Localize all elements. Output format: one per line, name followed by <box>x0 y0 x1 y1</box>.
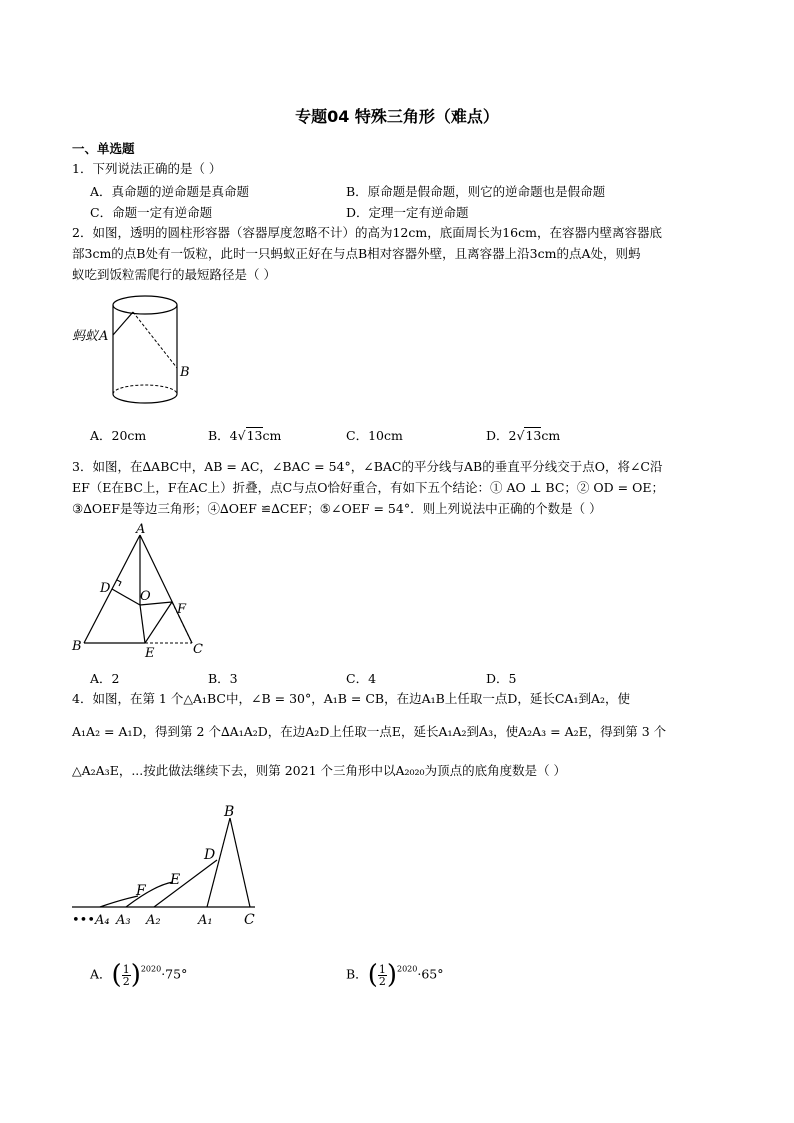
q2-option-a: A．20cm <box>90 428 147 443</box>
cylinder-bottom-front <box>113 394 177 403</box>
q3-option-b: B．3 <box>208 671 238 686</box>
q1-stem: 1．下列说法正确的是（ ） <box>72 161 222 176</box>
label-c: C <box>193 642 203 657</box>
label-e: E <box>145 646 155 660</box>
q1-option-d: D．定理一定有逆命题 <box>346 205 469 220</box>
label-a2: A₂ <box>146 913 161 928</box>
q3-stem-line1: 3．如图，在∆ABC中，AB = AC，∠BAC = 54°，∠BAC的平分线与AB的垂直平分线交于点O，将∠C沿 <box>72 459 663 474</box>
q2-option-d: D．2√13cm <box>486 428 561 443</box>
q1-option-a: A．真命题的逆命题是真命题 <box>90 184 250 199</box>
q2-stem-line1: 2．如图，透明的圆柱形容器（容器厚度忽略不计）的高为12cm，底面周长为16cm，在容器内壁离容器底 <box>72 225 662 240</box>
label-f: F <box>136 883 146 899</box>
label-ant: 蚂蚁 <box>72 329 99 344</box>
label-e: E <box>170 872 181 888</box>
label-f: F <box>177 602 187 617</box>
label-c: C <box>244 912 255 928</box>
label-point-a: A <box>99 329 109 344</box>
q2-stem-line2: 部3cm的点B处有一饭粒，此时一只蚂蚁正好在与点B相对容器外壁，且离容器上沿3cm的点A处，则蚂 <box>72 246 641 261</box>
q4-stem-line3: △A₂A₃E，...按此做法继续下去，则第 2021 个三角形中以A₂₀₂₀为顶点的底角度数是（ ） <box>72 763 567 778</box>
triangle-chain-figure <box>70 800 270 935</box>
label-b: B <box>72 639 82 654</box>
section-heading: 一、单选题 <box>72 141 135 156</box>
label-point-b: B <box>180 365 190 380</box>
q3-option-a: A．2 <box>90 671 120 686</box>
q3-stem-line2: EF（E在BC上，F在AC上）折叠，点C与点O恰好重合，有如下五个结论：① AO ⊥ BC；② OD = OE； <box>72 480 664 495</box>
label-b: B <box>224 804 235 820</box>
segment-do <box>112 589 140 605</box>
label-d: D <box>100 581 111 596</box>
label-d: D <box>204 847 216 863</box>
q1-option-b: B．原命题是假命题，则它的逆命题也是假命题 <box>346 184 606 199</box>
q3-option-d: D．5 <box>486 671 517 686</box>
q4-option-a: A．( $\frac{1}{2}$ )$^{2020}$·75° <box>90 960 188 990</box>
segment-a4f <box>100 896 138 907</box>
triangle-abc-figure <box>70 520 220 660</box>
label-a4: •••A₄ <box>72 913 110 928</box>
cylinder-top-ellipse <box>113 296 177 314</box>
cylinder-figure <box>70 290 210 415</box>
q4-option-b: B．( $\frac{1}{2}$ )$^{2020}$·65° <box>346 960 444 990</box>
label-a1: A₁ <box>198 913 213 928</box>
segment-a3e <box>126 882 173 907</box>
q4-stem-line2: A₁A₂ = A₁D，得到第 2 个∆A₁A₂D，在边A₂D上任取一点E，延长A₁A₂到A₃，使A₂A₃ = A₂E，得到第 3 个 <box>72 724 667 739</box>
right-angle-mark <box>117 580 121 586</box>
side-bc <box>230 818 250 907</box>
segment-a2d <box>154 860 217 907</box>
segment-ef <box>145 602 172 643</box>
q1-option-c: C．命题一定有逆命题 <box>90 205 213 220</box>
label-a: A <box>136 522 146 537</box>
page-title: 专题04 特殊三角形（难点） <box>295 107 499 126</box>
segment-oe <box>140 605 145 643</box>
ant-path-dashed <box>133 312 177 368</box>
q3-stem-line3: ③∆OEF是等边三角形；④∆OEF ≌∆CEF；⑤∠OEF = 54°．则上列说法中正确的个数是（ ） <box>72 501 602 516</box>
q4-stem-line1: 4．如图，在第 1 个△A₁BC中，∠B = 30°，A₁B = CB，在边A₁B上任取一点D，延长CA₁到A₂，使 <box>72 691 631 706</box>
q2-option-b: B．4√13cm <box>208 428 282 443</box>
cylinder-bottom-back <box>113 385 177 394</box>
ant-path-solid <box>113 312 133 335</box>
q2-stem-line3: 蚁吃到饭粒需爬行的最短路径是（ ） <box>72 267 276 282</box>
q2-option-c: C．10cm <box>346 428 403 443</box>
q3-option-c: C．4 <box>346 671 377 686</box>
label-o: O <box>140 589 151 604</box>
label-a3: A₃ <box>116 913 131 928</box>
